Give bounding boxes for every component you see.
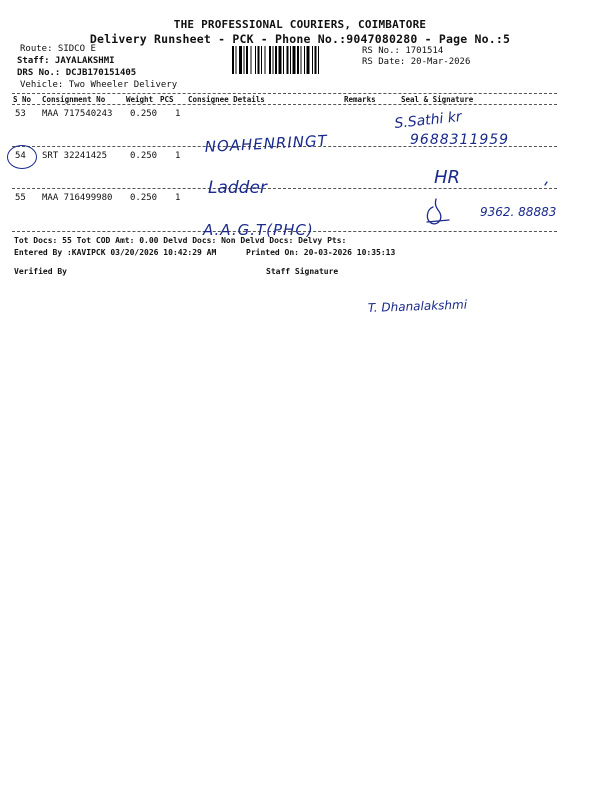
table-row-weight: 0.250 (130, 109, 158, 119)
handwritten-staff-signature: T. Dhanalakshmi (367, 297, 468, 315)
table-row-pcs: 1 (175, 193, 181, 203)
pen-mark (545, 182, 547, 185)
handwritten-consignee: Ladder (208, 178, 267, 198)
table-row-sno: 54 (15, 151, 26, 161)
rs-date: RS Date: 20-Mar-2026 (362, 57, 471, 67)
handwritten-signature: HR (434, 167, 461, 188)
table-row-sno: 55 (15, 193, 26, 203)
printed-on: Printed On: 20-03-2026 10:35:13 (246, 248, 396, 257)
table-row-sno: 53 (15, 109, 26, 119)
handwritten-signature-scribble (427, 199, 449, 224)
table-row-pcs: 1 (175, 109, 181, 119)
table-row-consignment: SRT 32241425 (42, 151, 108, 161)
handwritten-consignee: NOAHENRINGT (204, 131, 329, 156)
table-row-consignment: MAA 717540243 (42, 109, 113, 119)
entered-by: Entered By :KAVIPCK 03/20/2026 10:42:29 AM (14, 248, 217, 257)
col-header-pcs: PCS (160, 95, 174, 104)
table-row-weight: 0.250 (130, 193, 158, 203)
rs-number: RS No.: 1701514 (362, 46, 444, 56)
handwritten-phone: 9688311959 (410, 132, 510, 148)
col-header-consignee: Consignee Details (188, 95, 265, 104)
verified-by-label: Verified By (14, 267, 67, 276)
route-label: Route: SIDCO E (20, 44, 96, 54)
table-row-pcs: 1 (175, 151, 181, 161)
runsheet-subtitle: Delivery Runsheet - PCK - Phone No.:9047080280 - Page No.:5 (89, 32, 511, 46)
col-header-remarks: Remarks (344, 95, 376, 104)
col-header-seal: Seal & Signature (401, 95, 474, 104)
handwritten-phone: 9362. 88883 (480, 205, 557, 219)
handwritten-receiver-name: S.Sathi kr (393, 109, 463, 132)
col-header-sno: S No (13, 95, 32, 104)
totals-line: Tot Docs: 55 Tot COD Amt: 0.00 Delvd Docs: Non Delvd Docs: Delvy Pts: (14, 236, 347, 245)
vehicle-label: Vehicle: Two Wheeler Delivery (20, 80, 178, 90)
staff-signature-label: Staff Signature (266, 267, 339, 276)
drs-number: DRS No.: DCJB170151405 (17, 68, 137, 78)
table-row-weight: 0.250 (130, 151, 158, 161)
table-row-consignment: MAA 716499980 (42, 193, 113, 203)
staff-label: Staff: JAYALAKSHMI (17, 56, 115, 66)
company-name: THE PROFESSIONAL COURIERS, COIMBATORE (173, 18, 427, 31)
col-header-weight: Weight (126, 95, 154, 104)
col-header-consignment: Consignment No (42, 95, 106, 104)
handwritten-consignee: A.A.G.T(PHC) (203, 221, 314, 239)
